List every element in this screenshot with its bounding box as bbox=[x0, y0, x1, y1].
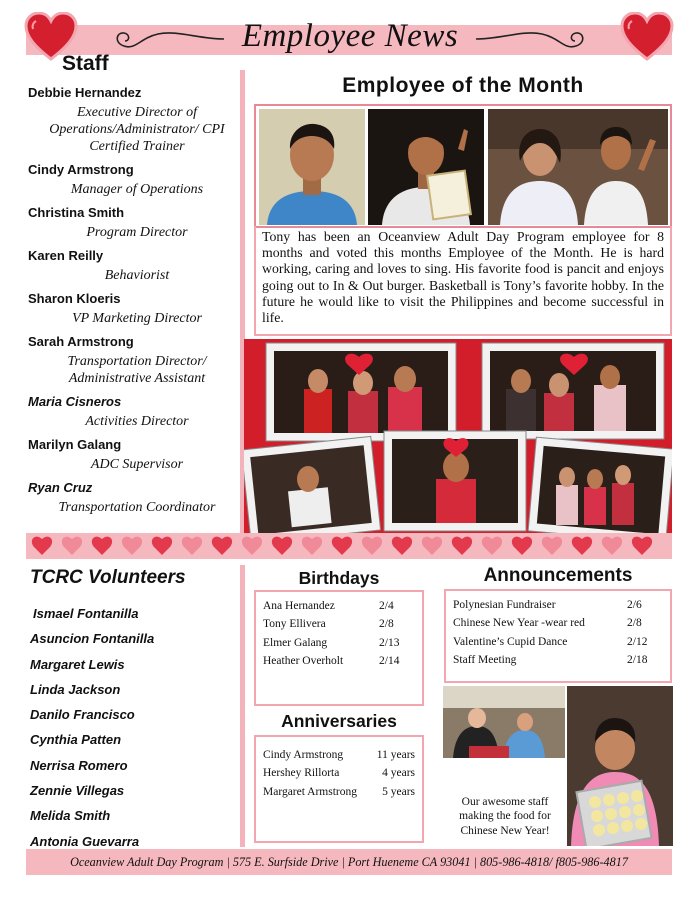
staff-name: Sharon Kloeris bbox=[28, 291, 121, 306]
anniversary-years: 11 years bbox=[376, 749, 415, 761]
column-divider-bottom bbox=[240, 565, 245, 847]
birthday-row bbox=[263, 652, 415, 670]
birthday-row bbox=[263, 597, 415, 615]
birthday-date: 2/13 bbox=[379, 636, 400, 649]
staff-name: Sarah Armstrong bbox=[28, 334, 134, 349]
staff-entry bbox=[28, 204, 236, 241]
announcements-box bbox=[444, 589, 672, 683]
anniversary-row bbox=[263, 764, 415, 782]
volunteers-list bbox=[30, 601, 235, 854]
employee-certificate-photo bbox=[368, 109, 484, 225]
volunteer-name: Melida Smith bbox=[30, 808, 111, 824]
birthday-name: Tony Ellivera bbox=[263, 618, 326, 631]
volunteer-name: Danilo Francisco bbox=[30, 707, 135, 723]
anniversaries-heading: Anniversaries bbox=[281, 711, 397, 731]
staff-entry bbox=[28, 436, 236, 473]
anniversary-name: Cindy Armstrong bbox=[263, 749, 344, 761]
staff-entry bbox=[28, 84, 236, 155]
volunteer-name: Cynthia Patten bbox=[30, 732, 122, 748]
birthday-row bbox=[263, 634, 415, 652]
announcement-row bbox=[453, 651, 663, 669]
staff-name: Debbie Hernandez bbox=[28, 85, 142, 100]
staff-role: Executive Director of Operations/Administrator/ CPI Certified Trainer bbox=[49, 105, 225, 154]
announcement-row bbox=[453, 614, 663, 632]
birthday-date: 2/8 bbox=[379, 618, 394, 631]
employee-portrait-photo bbox=[259, 109, 365, 225]
birthday-name: Ana Hernandez bbox=[263, 600, 335, 612]
staff-name: Ryan Cruz bbox=[28, 480, 93, 495]
birthday-row bbox=[263, 615, 415, 633]
employee-of-month-heading: Employee of the Month bbox=[342, 74, 584, 97]
announcement-row bbox=[453, 633, 663, 651]
staff-role: Transportation Director/ Administrative Assistant bbox=[67, 354, 207, 386]
hearts-border-band bbox=[26, 533, 672, 559]
newsletter-title: Employee News bbox=[241, 18, 459, 54]
staff-role: Manager of Operations bbox=[70, 182, 204, 197]
staff-role: Activities Director bbox=[85, 414, 189, 429]
staff-name: Cindy Armstrong bbox=[28, 162, 134, 177]
right-heart-icon bbox=[620, 12, 674, 62]
staff-heading: Staff bbox=[62, 52, 109, 75]
staff-name: Christina Smith bbox=[28, 205, 125, 220]
birthday-date: 2/4 bbox=[379, 600, 394, 612]
announcement-row bbox=[453, 596, 663, 614]
staff-name: Marilyn Galang bbox=[28, 437, 122, 452]
volunteer-name: Nerrisa Romero bbox=[30, 757, 128, 773]
birthdays-heading: Birthdays bbox=[298, 568, 380, 588]
staff-role: Transportation Coordinator bbox=[58, 500, 216, 515]
volunteers-heading: TCRC Volunteers bbox=[30, 567, 186, 588]
volunteer-name: Ismael Fontanilla bbox=[33, 606, 139, 621]
birthdays-box bbox=[254, 590, 424, 706]
staff-entry bbox=[28, 290, 236, 327]
employee-of-month-text: Tony has been an Oceanview Adult Day Program employee for 8 months and voted this months Employee of the Month. He is hard working, caring and loves to sing. His favorite food is pancit and enjoys going out to In & Out burger. Basketball is Tony’s favorite hobby. In the future he would like to visit the Philippines and become successful in life. bbox=[254, 226, 672, 336]
volunteer-name: Antonia Guevarra bbox=[30, 833, 140, 849]
announcement-date: 2/12 bbox=[627, 635, 648, 648]
announcement-date: 2/8 bbox=[627, 617, 642, 630]
anniversary-years: 4 years bbox=[382, 767, 415, 780]
staff-photo-caption: Our awesome staff making the food for Chinese New Year! bbox=[459, 796, 551, 837]
volunteer-name: Asuncion Fontanilla bbox=[30, 631, 155, 647]
announcements-heading: Announcements bbox=[483, 565, 633, 586]
staff-entry bbox=[28, 393, 236, 430]
announcement-event: Valentine’s Cupid Dance bbox=[453, 635, 568, 648]
employee-photo-strip bbox=[254, 104, 672, 228]
staff-role: ADC Supervisor bbox=[90, 457, 184, 472]
birthday-name: Elmer Galang bbox=[263, 636, 328, 649]
announcement-date: 2/18 bbox=[627, 653, 648, 666]
staff-entry bbox=[28, 161, 236, 198]
announcement-event: Polynesian Fundraiser bbox=[453, 599, 556, 611]
anniversary-name: Margaret Armstrong bbox=[263, 785, 358, 798]
staff-role: Behaviorist bbox=[104, 268, 170, 283]
birthday-date: 2/14 bbox=[379, 654, 400, 667]
employee-dance-photo bbox=[488, 109, 668, 225]
announcement-event: Staff Meeting bbox=[453, 653, 517, 666]
staff-role: VP Marketing Director bbox=[72, 311, 202, 326]
anniversary-name: Hershey Rillorta bbox=[263, 767, 340, 780]
staff-entry bbox=[28, 247, 236, 284]
staff-name: Karen Reilly bbox=[28, 248, 104, 263]
valentine-photo-collage bbox=[244, 339, 672, 539]
volunteer-name: Linda Jackson bbox=[30, 681, 121, 697]
staff-entry bbox=[28, 333, 236, 387]
staff-list bbox=[28, 84, 236, 522]
staff-role: Program Director bbox=[86, 225, 188, 240]
anniversary-row bbox=[263, 746, 415, 764]
birthday-name: Heather Overholt bbox=[263, 654, 344, 667]
anniversary-years: 5 years bbox=[382, 785, 415, 798]
staff-name: Maria Cisneros bbox=[28, 394, 122, 409]
announcement-date: 2/6 bbox=[627, 599, 642, 611]
volunteer-name: Margaret Lewis bbox=[30, 656, 125, 672]
announcement-event: Chinese New Year -wear red bbox=[453, 617, 585, 630]
volunteer-name: Zennie Villegas bbox=[30, 783, 125, 799]
anniversaries-box bbox=[254, 735, 424, 843]
anniversary-row bbox=[263, 783, 415, 801]
footer-contact-info: Oceanview Adult Day Program | 575 E. Surfside Drive | Port Hueneme CA 93041 | 805-986-4818/ f805-986-4817 bbox=[26, 849, 672, 875]
staff-entry bbox=[28, 479, 236, 516]
